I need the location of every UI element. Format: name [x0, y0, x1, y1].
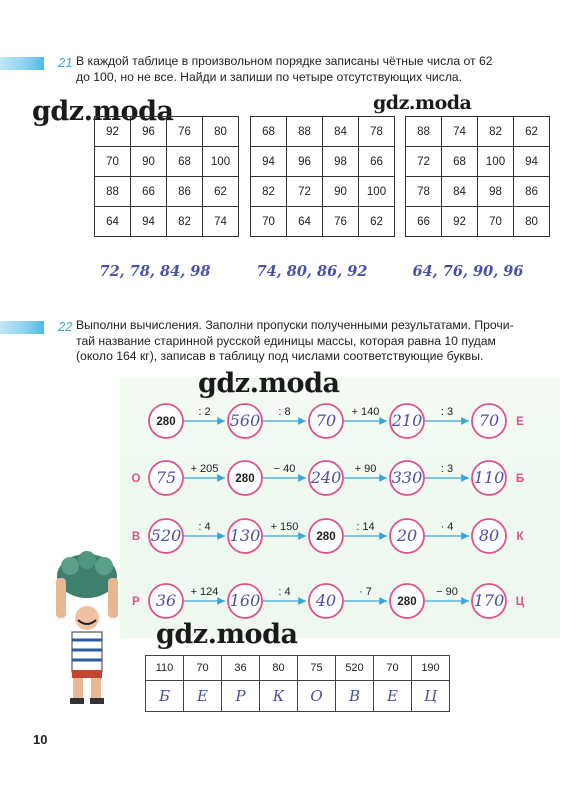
table-cell: 62: [514, 117, 550, 147]
chain-letter-start: В: [131, 531, 141, 543]
table-cell: 88: [287, 117, 323, 147]
chain-letter-end: Б: [515, 473, 525, 485]
table-cell: 64: [95, 207, 131, 237]
chain-operation: : 14: [356, 521, 375, 533]
table-cell: 90: [131, 147, 167, 177]
table-cell: 94: [251, 147, 287, 177]
chain-answer-value: 520: [150, 526, 182, 545]
table-cell: 72: [287, 177, 323, 207]
table-cell: 62: [203, 177, 239, 207]
chain-answer-value: 240: [310, 468, 342, 487]
code-number-cell: 110: [146, 656, 184, 681]
code-letter-cell: Ц: [412, 681, 450, 712]
chain-answer-value: 330: [391, 468, 423, 487]
code-letter-cell: К: [260, 681, 298, 712]
answer-table-2: 74, 80, 86, 92: [256, 263, 368, 280]
table-cell: 90: [323, 177, 359, 207]
table-cell: 100: [359, 177, 395, 207]
table-cell: 70: [95, 147, 131, 177]
code-letter-cell: О: [298, 681, 336, 712]
chain-letter-start: Р: [132, 596, 140, 608]
code-number-cell: 70: [184, 656, 222, 681]
table-cell: 68: [167, 147, 203, 177]
table-cell: 78: [359, 117, 395, 147]
chain-operation: : 3: [440, 463, 454, 475]
code-number-cell: 36: [222, 656, 260, 681]
table-cell: 100: [478, 147, 514, 177]
code-letter-cell: Р: [222, 681, 260, 712]
chain-operation: : 3: [440, 406, 454, 418]
table-cell: 86: [514, 177, 550, 207]
code-number-cell: 75: [298, 656, 336, 681]
chain-operation: + 140: [351, 406, 380, 418]
table-cell: 62: [359, 207, 395, 237]
task-21-number: 21: [58, 55, 73, 70]
chain-letter-start: О: [131, 473, 141, 485]
table-cell: 64: [287, 207, 323, 237]
chain-operation: + 90: [354, 463, 377, 475]
chain-answer-value: 160: [229, 591, 261, 610]
table-cell: 70: [478, 207, 514, 237]
chain-operation: + 205: [190, 463, 219, 475]
chain-answer-value: 36: [155, 591, 177, 610]
code-letter-cell: Е: [184, 681, 222, 712]
code-number-cell: 70: [374, 656, 412, 681]
table-cell: 68: [251, 117, 287, 147]
chain-answer-value: 130: [229, 526, 261, 545]
table-cell: 84: [323, 117, 359, 147]
chain-operation: · 7: [359, 586, 372, 598]
code-number-cell: 190: [412, 656, 450, 681]
chain-given-value: 280: [235, 473, 255, 485]
table-cell: 68: [442, 147, 478, 177]
answer-table-1: 72, 78, 84, 98: [99, 263, 211, 280]
table-cell: 76: [323, 207, 359, 237]
table-cell: 82: [167, 207, 203, 237]
chain-operation: : 8: [278, 406, 291, 418]
strongman-illustration: [42, 548, 132, 708]
chain-operation: : 4: [278, 586, 291, 598]
chain-answer-value: 70: [315, 411, 337, 430]
task-21-line-2: до 100, но не все. Найди и запиши по четыре отсутствующих числа.: [76, 69, 463, 84]
chain-operation: − 90: [436, 586, 458, 598]
chain-answer-value: 560: [229, 411, 261, 430]
watermark: gdz.moda: [156, 619, 298, 650]
code-number-cell: 80: [260, 656, 298, 681]
table-cell: 94: [514, 147, 550, 177]
watermark: gdz.moda: [373, 92, 472, 114]
chain-operation: : 2: [198, 406, 211, 418]
chain-answer-value: 70: [478, 411, 500, 430]
chain-given-value: 280: [316, 531, 336, 543]
table-cell: 80: [514, 207, 550, 237]
table-cell: 94: [131, 207, 167, 237]
table-cell: 82: [478, 117, 514, 147]
table-cell: 92: [442, 207, 478, 237]
task-22-line-2: тай название старинной русской единицы массы, которая равна 10 пудам: [76, 333, 496, 348]
task-22-line-1: Выполни вычисления. Заполни пропуски полученными результатами. Прочи-: [76, 318, 514, 332]
table-cell: 72: [406, 147, 442, 177]
table-cell: 82: [251, 177, 287, 207]
table-cell: 96: [131, 117, 167, 147]
table-cell: 92: [95, 117, 131, 147]
chain-given-value: 280: [156, 416, 176, 428]
chain-answer-value: 80: [478, 526, 500, 545]
answer-table-3: 64, 76, 90, 96: [412, 263, 524, 280]
code-table-row: [146, 656, 450, 681]
chain-answer-value: 110: [473, 468, 505, 487]
table-cell: 66: [131, 177, 167, 207]
chain-letter-end: К: [516, 531, 524, 543]
table-cell: 86: [167, 177, 203, 207]
table-cell: 76: [167, 117, 203, 147]
code-letter-cell: Е: [374, 681, 412, 712]
chain-given-value: 280: [397, 596, 417, 608]
watermark: gdz.moda: [32, 96, 174, 127]
table-cell: 100: [203, 147, 239, 177]
chain-operation: : 4: [198, 521, 211, 533]
table-cell: 66: [406, 207, 442, 237]
chain-operation: − 40: [273, 463, 296, 475]
chain-letter-end: Е: [516, 416, 524, 428]
code-letter-cell: Б: [146, 681, 184, 712]
chain-answer-value: 40: [315, 591, 337, 610]
page-number: 10: [33, 732, 48, 747]
table-cell: 70: [251, 207, 287, 237]
chain-answer-value: 20: [396, 526, 418, 545]
chain-operation: + 150: [270, 521, 299, 533]
chain-operation: · 4: [440, 521, 454, 533]
table-cell: 98: [323, 147, 359, 177]
code-table: [145, 655, 450, 712]
table-cell: 96: [287, 147, 323, 177]
task-22-number: 22: [58, 319, 73, 334]
table-cell: 98: [478, 177, 514, 207]
chain-operation: + 124: [190, 586, 219, 598]
task-21-line-1: В каждой таблице в произвольном порядке записаны чётные числа от 62: [76, 54, 493, 68]
chain-answer-value: 210: [391, 411, 423, 430]
code-table-row: [146, 681, 450, 712]
table-cell: 88: [95, 177, 131, 207]
table-cell: 80: [203, 117, 239, 147]
table-cell: 74: [203, 207, 239, 237]
chain-letter-end: Ц: [515, 596, 525, 608]
table-cell: 78: [406, 177, 442, 207]
table-cell: 66: [359, 147, 395, 177]
table-cell: 74: [442, 117, 478, 147]
code-number-cell: 520: [336, 656, 374, 681]
chain-answer-value: 75: [155, 468, 177, 487]
table-cell: 84: [442, 177, 478, 207]
chain-answer-value: 170: [473, 591, 505, 610]
table-cell: 88: [406, 117, 442, 147]
task-22-line-3: (около 164 кг), записав в таблицу под числами соответствующие буквы.: [76, 349, 484, 363]
code-letter-cell: В: [336, 681, 374, 712]
watermark: gdz.moda: [198, 368, 340, 399]
